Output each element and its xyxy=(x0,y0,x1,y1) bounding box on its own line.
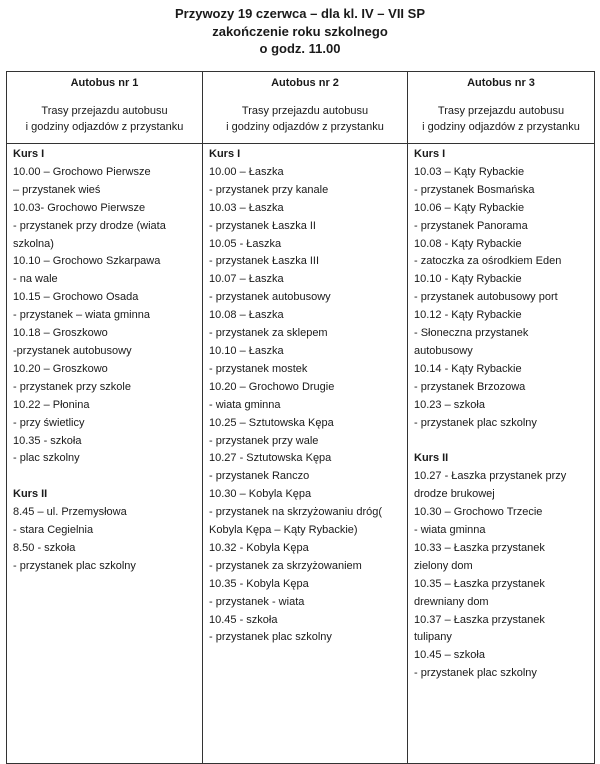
stop-line: 10.30 – Grochowo Trzecie xyxy=(414,506,543,519)
stop-line: - przystanek Bosmańska xyxy=(414,183,535,196)
stop-line: 10.03 – Łaszka xyxy=(209,201,284,214)
stop-line: Kobyla Kępa – Kąty Rybackie) xyxy=(209,524,358,537)
stop-line: 10.10 - Kąty Rybackie xyxy=(414,273,522,286)
stop-line: 10.00 – Łaszka xyxy=(209,165,284,178)
document-title xyxy=(0,0,600,58)
stop-line: 10.27 - Łaszka przystanek przy xyxy=(414,470,567,483)
stop-line: - wiata gminna xyxy=(209,398,281,411)
stop-line: drewniany dom xyxy=(414,595,489,608)
bus-2-route-cell xyxy=(203,144,408,764)
bus-3-header xyxy=(408,72,595,144)
stop-line: 10.06 – Kąty Rybackie xyxy=(414,201,525,214)
bus-2-header xyxy=(203,72,408,144)
stop-line: 10.35 - Kobyla Kępa xyxy=(209,577,309,590)
stop-line: 10.35 - szkoła xyxy=(13,434,82,447)
bus-1-header xyxy=(7,72,203,144)
stop-line: - wiata gminna xyxy=(414,524,486,537)
bus-3-title: Autobus nr 3 xyxy=(467,77,535,89)
stop-line: 10.30 – Kobyla Kępa xyxy=(209,488,312,501)
stop-line: - stara Cegielnia xyxy=(13,524,94,537)
stop-line: - przystanek autobusowy xyxy=(209,291,331,304)
stop-line: - przystanek przy szkole xyxy=(13,380,131,393)
stop-line: - przystanek na skrzyżowaniu dróg( xyxy=(209,506,383,519)
stop-line: 10.33 – Łaszka przystanek xyxy=(414,541,545,554)
stop-line: 10.14 - Kąty Rybackie xyxy=(414,362,522,375)
stop-line: 8.50 - szkoła xyxy=(13,541,76,554)
bus-2-subtitle-2: i godziny odjazdów z przystanku xyxy=(226,121,384,133)
stop-line: - przystanek za sklepem xyxy=(209,327,328,340)
bus-3-subtitle-1: Trasy przejazdu autobusu xyxy=(437,105,565,117)
stop-line: - przystanek Panorama xyxy=(414,219,528,232)
stop-line: - przystanek Brzozowa xyxy=(414,380,526,393)
bus-2-title: Autobus nr 2 xyxy=(271,77,339,89)
stop-line: - na wale xyxy=(13,273,58,286)
title-line-3: o godz. 11.00 xyxy=(259,41,341,56)
stop-line: 10.08 - Kąty Rybackie xyxy=(414,237,522,250)
stop-line: 10.00 – Grochowo Pierwsze xyxy=(13,165,151,178)
bus-3-route-cell xyxy=(408,144,595,764)
stop-line: - przy świetlicy xyxy=(13,416,85,429)
course-spacer xyxy=(414,433,588,451)
stop-line: 10.32 - Kobyla Kępa xyxy=(209,541,309,554)
bus-1-route-cell xyxy=(7,144,203,764)
stop-line: - przystanek mostek xyxy=(209,362,308,375)
bus-schedule-table xyxy=(6,71,595,764)
course-1-label: Kurs I xyxy=(13,148,45,160)
title-line-2: zakończenie roku szkolnego xyxy=(212,23,388,39)
stop-line: - przystanek - wiata xyxy=(209,595,305,608)
stop-line: 10.20 – Groszkowo xyxy=(13,362,108,375)
stop-line: - zatoczka za ośrodkiem Eden xyxy=(414,255,562,268)
course-1-label: Kurs I xyxy=(209,148,241,160)
bus-3-subtitle-2: i godziny odjazdów z przystanku xyxy=(422,121,580,133)
stop-line: 10.10 – Grochowo Szkarpawa xyxy=(13,255,161,268)
stop-line: 10.10 – Łaszka xyxy=(209,344,284,357)
stop-line: - przystanek Łaszka II xyxy=(209,219,316,232)
stop-line: - przystanek – wiata gminna xyxy=(13,309,150,322)
stop-line: - przystanek autobusowy port xyxy=(414,291,558,304)
stop-line: - Słoneczna przystanek xyxy=(414,327,529,340)
bus-1-subtitle-1: Trasy przejazdu autobusu xyxy=(41,105,168,117)
stop-line: 10.03 – Kąty Rybackie xyxy=(414,165,525,178)
stop-line: - przystanek przy drodze (wiata xyxy=(13,219,166,232)
stop-line: 10.08 – Łaszka xyxy=(209,309,284,322)
stop-line: 10.27 - Sztutowska Kępa xyxy=(209,452,332,465)
stop-line: tulipany xyxy=(414,631,452,644)
stop-line: drodze brukowej xyxy=(414,488,495,501)
bus-1-subtitle-2: i godziny odjazdów z przystanku xyxy=(25,121,184,133)
stop-line: 10.22 – Płonina xyxy=(13,398,90,411)
stop-line: - przystanek plac szkolny xyxy=(414,416,537,429)
stop-line: 10.05 - Łaszka xyxy=(209,237,282,250)
course-spacer xyxy=(13,468,196,486)
stop-line: 10.23 – szkoła xyxy=(414,398,485,411)
stop-line: – przystanek wieś xyxy=(13,183,101,196)
stop-line: - przystanek za skrzyżowaniem xyxy=(209,559,362,572)
stop-line: 10.18 – Groszkowo xyxy=(13,327,108,340)
stop-line: 10.07 – Łaszka xyxy=(209,273,284,286)
stop-line: 10.45 - szkoła xyxy=(209,613,278,626)
course-2-label: Kurs II xyxy=(414,452,449,465)
table-body-row xyxy=(7,144,595,764)
stop-line: autobusowy xyxy=(414,344,473,357)
stop-line: zielony dom xyxy=(414,559,473,572)
stop-line: 10.15 – Grochowo Osada xyxy=(13,291,139,304)
stop-line: - przystanek Łaszka III xyxy=(209,255,320,268)
course-2-label: Kurs II xyxy=(13,488,48,501)
stop-line: 10.03- Grochowo Pierwsze xyxy=(13,201,146,214)
stop-line: -przystanek autobusowy xyxy=(13,344,132,357)
stop-line: 10.45 – szkoła xyxy=(414,649,485,662)
title-line-1: Przywozy 19 czerwca – dla kl. IV – VII SP xyxy=(174,6,425,21)
stop-line: - plac szkolny xyxy=(13,452,80,465)
stop-line: 10.37 – Łaszka przystanek xyxy=(414,613,545,626)
table-header-row xyxy=(7,72,595,144)
bus-2-subtitle-1: Trasy przejazdu autobusu xyxy=(241,105,369,117)
bus-1-title: Autobus nr 1 xyxy=(70,77,139,89)
course-1-label: Kurs I xyxy=(414,148,446,160)
stop-line: 10.12 - Kąty Rybackie xyxy=(414,309,522,322)
stop-line: - przystanek plac szkolny xyxy=(13,559,136,572)
stop-line: 10.20 – Grochowo Drugie xyxy=(209,380,335,393)
stop-line: 8.45 – ul. Przemysłowa xyxy=(13,506,127,519)
stop-line: - przystanek plac szkolny xyxy=(414,667,537,680)
stop-line: 10.25 – Sztutowska Kępa xyxy=(209,416,334,429)
stop-line: - przystanek plac szkolny xyxy=(209,631,332,644)
stop-line: 10.35 – Łaszka przystanek xyxy=(414,577,545,590)
stop-line: - przystanek przy kanale xyxy=(209,183,329,196)
stop-line: szkolna) xyxy=(13,237,54,250)
stop-line: - przystanek Ranczo xyxy=(209,470,310,483)
stop-line: - przystanek przy wale xyxy=(209,434,319,447)
